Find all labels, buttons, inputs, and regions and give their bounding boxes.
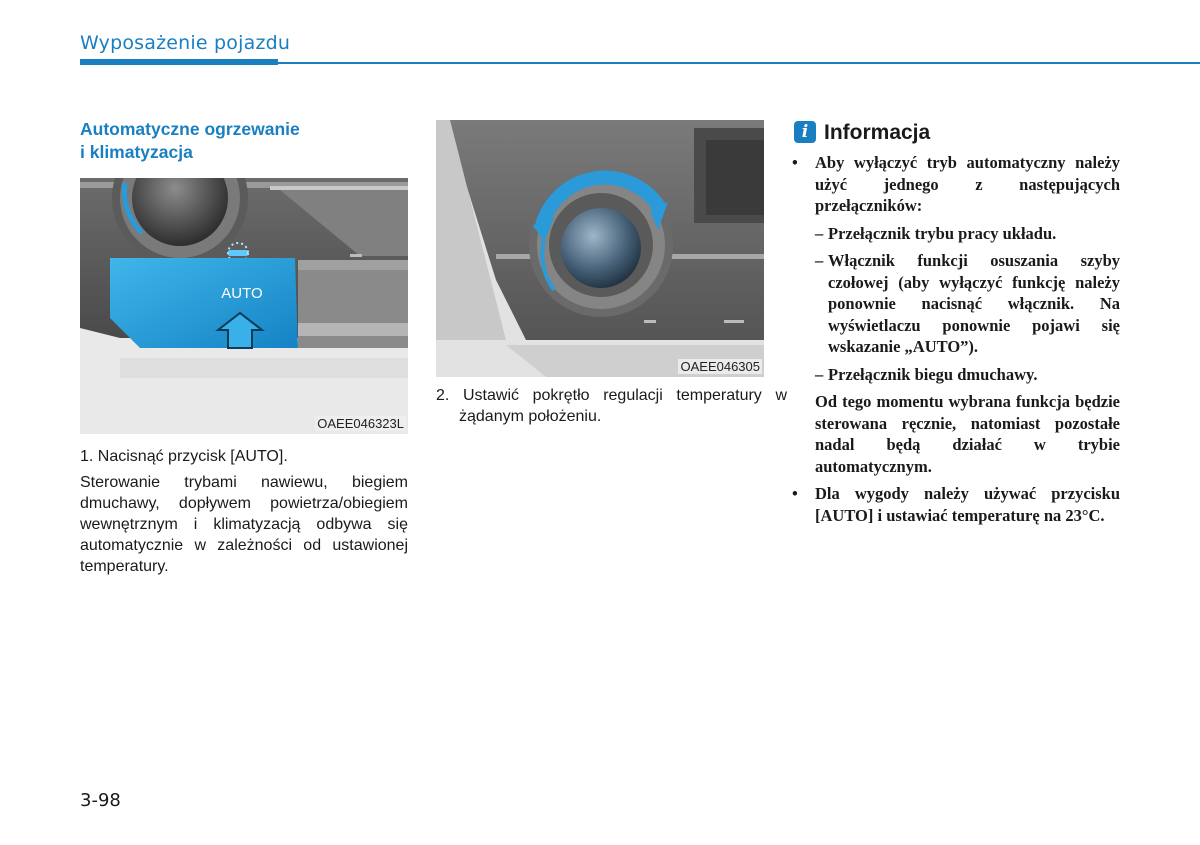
info-dash-item xyxy=(792,250,1120,358)
figure-code: OAEE046323L xyxy=(317,416,404,431)
dash-symbol: – xyxy=(815,223,824,243)
running-header-title: Wyposażenie pojazdu xyxy=(80,32,291,54)
info-dash-text: Przełącznik biegu dmuchawy. xyxy=(828,364,1038,384)
auto-button-illustration xyxy=(80,178,408,434)
header-rule xyxy=(278,62,1200,64)
info-bullet xyxy=(792,483,1120,526)
info-bullet xyxy=(792,152,1120,217)
bullet-symbol: • xyxy=(792,484,798,503)
section-heading-line1: Automatyczne ogrzewanie xyxy=(80,119,300,139)
info-icon: i xyxy=(794,121,816,143)
page-number: 3-98 xyxy=(80,790,121,811)
step-1: 1. Nacisnąć przycisk [AUTO]. xyxy=(80,448,288,465)
step-1-description: Sterowanie trybami nawiewu, biegiem dmuchawy, dopływem powietrza/obiegiem wewnętrznym i klimatyzacją odbywa się automatycznie w zależności od ustawionej temperatury. xyxy=(80,474,408,575)
figure-temperature-knob xyxy=(436,120,764,377)
info-bullet-text: Aby wyłączyć tryb automatyczny należy użyć jednego z następujących przełączników: xyxy=(815,153,1120,215)
step-2: 2. Ustawić pokrętło regulacji temperatury w żądanym położeniu. xyxy=(436,387,787,425)
figure-code: OAEE046305 xyxy=(680,359,760,374)
section-heading xyxy=(80,118,380,164)
info-box xyxy=(792,152,1120,532)
info-dash-text: Włącznik funkcji osuszania szyby czołowej (aby wyłączyć funkcję należy ponownie nacisnąć włącznik. Na wyświetlaczu ponownie pojawi się wskazanie „AUTO”). xyxy=(828,251,1120,356)
temperature-knob-illustration xyxy=(436,120,764,377)
info-bullet-text: Dla wygody należy używać przycisku [AUTO] i ustawiać temperaturę na 23°C. xyxy=(815,484,1120,525)
info-title: Informacja xyxy=(824,121,931,144)
info-dash-item xyxy=(792,364,1120,386)
info-dash-item xyxy=(792,223,1120,245)
section-heading-line2: i klimatyzacja xyxy=(80,142,193,162)
dash-symbol: – xyxy=(815,251,824,270)
figure-auto-button xyxy=(80,178,408,434)
info-paragraph: Od tego momentu wybrana funkcja będzie sterowana ręcznie, natomiast pozostałe nadal będą działać w trybie automatycznym. xyxy=(815,392,1120,476)
auto-button-label: AUTO xyxy=(221,285,263,302)
header-rule-thick xyxy=(80,59,278,65)
bullet-symbol: • xyxy=(792,153,798,172)
dash-symbol: – xyxy=(815,364,824,384)
info-dash-text: Przełącznik trybu pracy układu. xyxy=(828,223,1057,243)
